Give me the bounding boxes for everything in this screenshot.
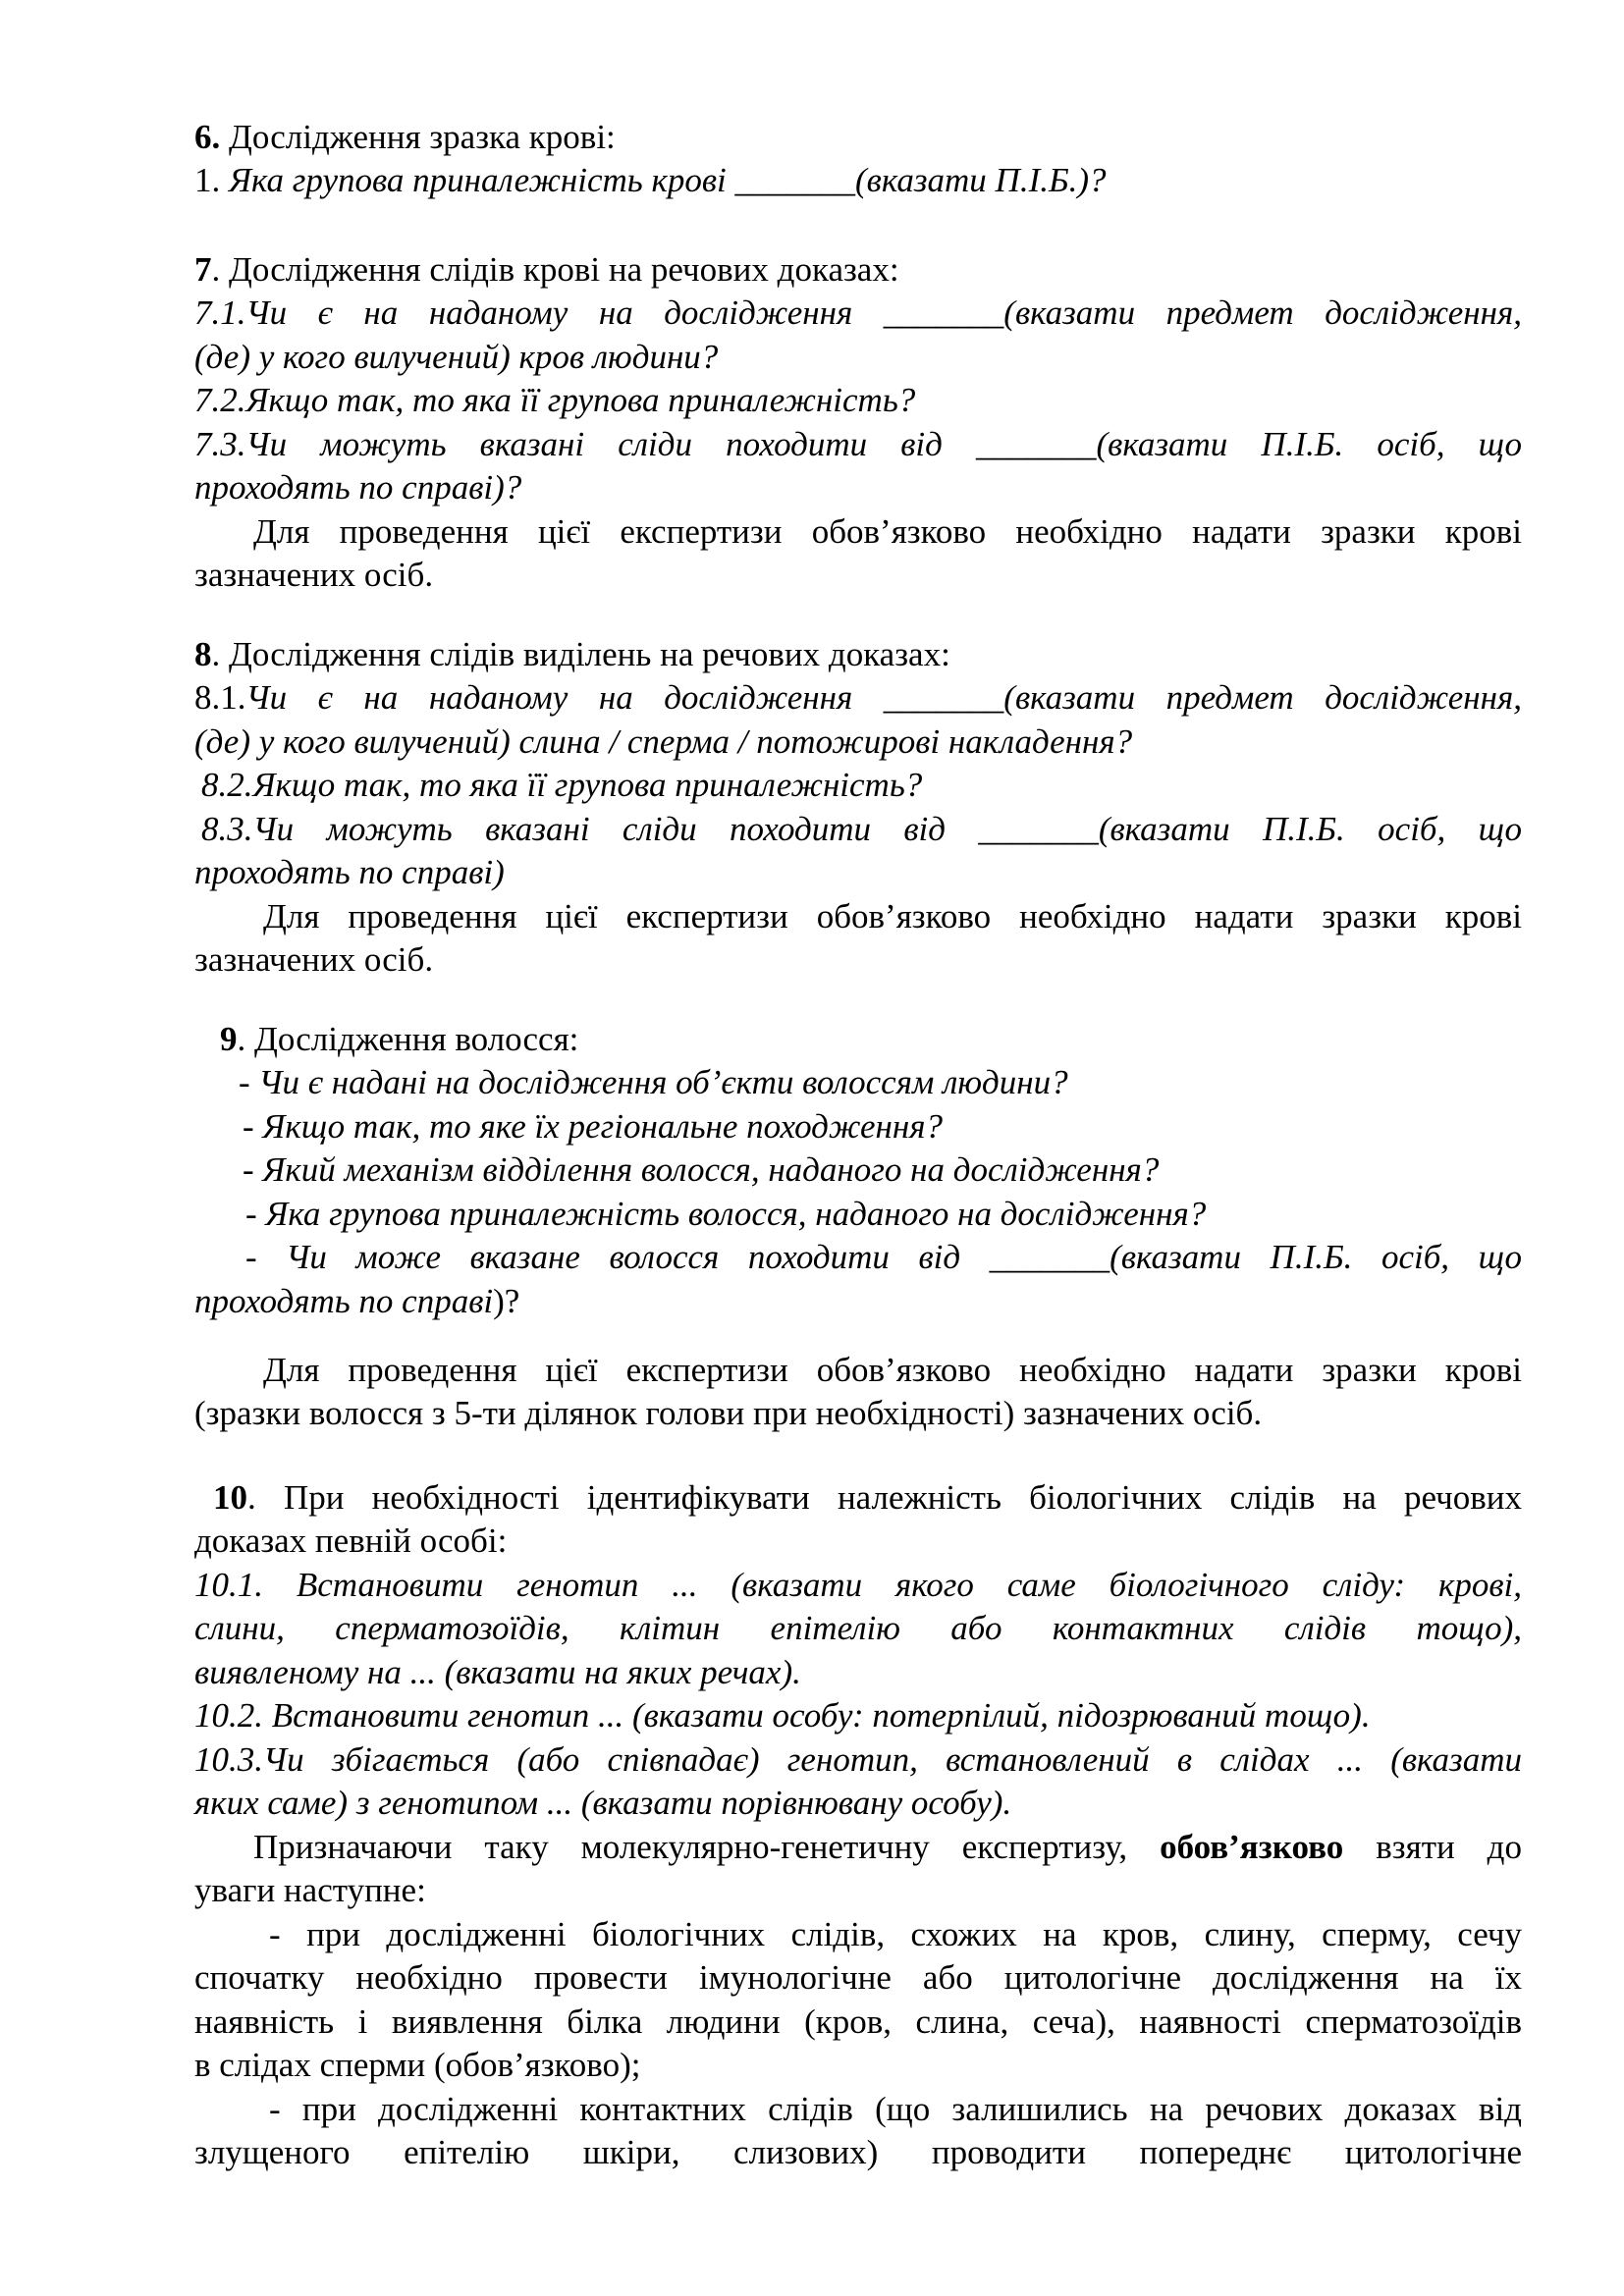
section-9-question-line xyxy=(194,1280,1522,1323)
question-number: 8.1. xyxy=(194,678,246,717)
section-10-title: . При необхідності ідентифікувати належність біологічних слідів на речових xyxy=(247,1478,1522,1517)
section-8-question-line: 8.2.Якщо так, то яка її групова приналежність? xyxy=(201,766,923,804)
section-8-question-line: (де) у кого вилучений) слина / сперма / потожирові накладення? xyxy=(194,722,1133,761)
section-10-bullet: - при дослідженні біологічних слідів, схожих на кров, слину, сперму, сечу xyxy=(269,1915,1522,1953)
paragraph-text: взяти до xyxy=(1343,1828,1522,1866)
section-7-question-line: 7.1.Чи є на наданому на дослідження _______(вказати предмет дослідження, xyxy=(194,294,1522,332)
section-7-question-line: 7.2.Якщо так, то яка її групова приналежність? xyxy=(194,381,916,419)
paragraph-bold-text: обов’язково xyxy=(1160,1828,1344,1866)
section-7-question-line: (де) у кого вилучений) кров людини? xyxy=(194,338,719,376)
section-7-note: зазначених осіб. xyxy=(194,556,434,594)
section-7-question-line: проходять по справі)? xyxy=(194,468,522,507)
section-10-bullet: наявність і виявлення білка людини (кров, слина, сеча), наявності сперматозоїдів xyxy=(194,2002,1522,2041)
section-9-note: (зразки волосся з 5-ти ділянок голови при необхідності) зазначених осіб. xyxy=(194,1394,1263,1432)
question-text: Чи є на наданому на дослідження _______(вказати предмет дослідження, xyxy=(245,678,1522,717)
section-8-heading xyxy=(194,633,1522,676)
section-7-title: . Дослідження слідів крові на речових доказах: xyxy=(211,250,899,289)
section-10-bullet: - при дослідженні контактних слідів (що залишились на речових доказах від xyxy=(269,2090,1522,2128)
section-9-question-line: - Якщо так, то яке їх регіональне походження? xyxy=(243,1107,943,1146)
section-10-question-line: слини, сперматозоїдів, клітин епітелію або контактних слідів тощо), xyxy=(194,1609,1522,1647)
section-8-question-line: 8.3.Чи можуть вказані сліди походити від _______(вказати П.І.Б. осіб, що xyxy=(201,810,1522,848)
section-8-title: . Дослідження слідів виділень на речових доказах: xyxy=(211,635,950,673)
section-10-bullet: спочатку необхідно провести імунологічне або цитологічне дослідження на їх xyxy=(194,1958,1522,1997)
question-text: Яка групова приналежність крові _______(вказати П.І.Б.)? xyxy=(229,161,1107,199)
section-9-note: Для проведення цієї експертизи обов’язково необхідно надати зразки крові xyxy=(263,1351,1522,1389)
question-number: 1. xyxy=(194,161,229,199)
question-text: проходять по справі xyxy=(194,1282,494,1320)
section-7-note: Для проведення цієї експертизи обов’язково необхідно надати зразки крові xyxy=(253,512,1522,551)
section-9-number: 9 xyxy=(220,1020,238,1058)
section-9-question-line: - Чи може вказане волосся походити від _______(вказати П.І.Б. осіб, що xyxy=(245,1238,1522,1276)
question-tail: )? xyxy=(493,1282,520,1320)
section-10-paragraph: уваги наступне: xyxy=(194,1871,426,1909)
section-9-title: . Дослідження волосся: xyxy=(237,1020,579,1058)
section-9-question-line: - Чи є надані на дослідження об’єкти волоссям людини? xyxy=(239,1063,1068,1101)
section-10-question-line: 10.2. Встановити генотип ... (вказати особу: потерпілий, підозрюваний тощо). xyxy=(194,1696,1371,1735)
section-9-heading xyxy=(220,1018,1547,1061)
section-10-question-line: 10.3.Чи збігається (або співпадає) генотип, встановлений в слідах ... (вказати xyxy=(194,1740,1522,1779)
section-10-question-line: яких саме) з генотипом ... (вказати порівнювану особу). xyxy=(194,1784,1012,1822)
section-8-question-line xyxy=(194,676,1522,720)
section-8-note: зазначених осіб. xyxy=(194,940,434,979)
section-10-paragraph xyxy=(253,1826,1522,1869)
section-8-number: 8 xyxy=(194,635,212,673)
section-10-question-line: виявленому на ... (вказати на яких речах). xyxy=(194,1653,801,1691)
section-9-question-line: - Який механізм відділення волосся, наданого на дослідження? xyxy=(243,1150,1160,1189)
section-10-heading: доказах певній особі: xyxy=(194,1522,508,1560)
section-10-bullet: в слідах сперми (обов’язково); xyxy=(194,2046,641,2084)
section-10-question-line: 10.1. Встановити генотип ... (вказати якого саме біологічного сліду: крові, xyxy=(194,1566,1522,1604)
section-10-heading xyxy=(213,1476,1522,1520)
section-8-question-line: проходять по справі) xyxy=(194,853,505,891)
section-8-note: Для проведення цієї експертизи обов’язково необхідно надати зразки крові xyxy=(263,897,1522,935)
section-7-heading xyxy=(194,248,1522,292)
section-10-bullet: злущеного епітелію шкіри, слизових) проводити попереднє цитологічне xyxy=(194,2133,1522,2171)
paragraph-text: Призначаючи таку молекулярно-генетичну експертизу, xyxy=(253,1828,1161,1866)
section-7-number: 7 xyxy=(194,250,212,289)
section-7-question-line: 7.3.Чи можуть вказані сліди походити від _______(вказати П.І.Б. осіб, що xyxy=(194,425,1522,463)
section-10-number: 10 xyxy=(213,1478,247,1517)
section-6-number: 6. xyxy=(194,118,221,156)
section-9-question-line: - Яка групова приналежність волосся, наданого на дослідження? xyxy=(245,1195,1207,1233)
section-6-heading xyxy=(194,116,1522,159)
section-6-title: Дослідження зразка крові: xyxy=(220,118,616,156)
section-6-question xyxy=(194,159,1522,202)
